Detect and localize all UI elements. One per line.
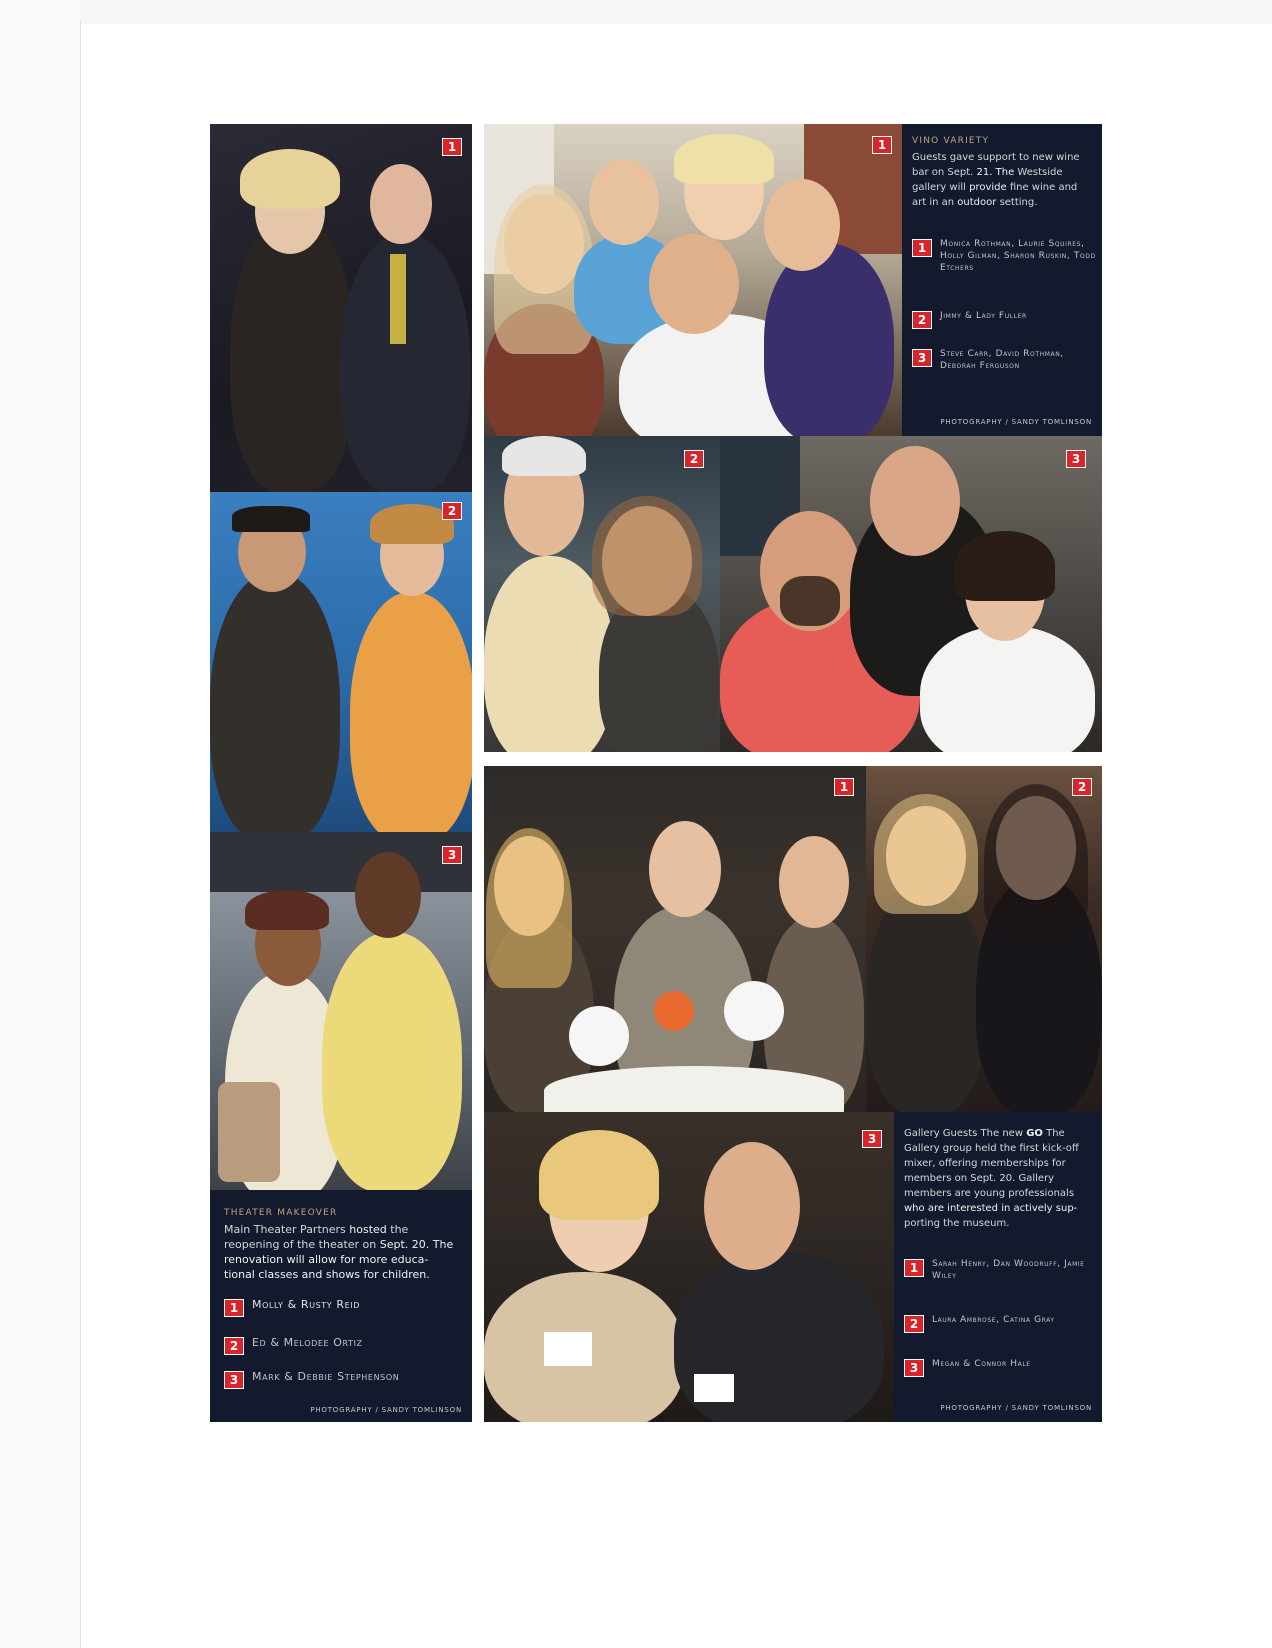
caption-number-badge: 3 xyxy=(912,349,932,367)
photo-number-badge: 1 xyxy=(442,138,462,156)
story-body-text: Sept. 20. The xyxy=(379,1238,454,1251)
scan-margin-left xyxy=(0,0,80,1648)
left-photo-3 xyxy=(210,832,472,1190)
scan-margin-top xyxy=(0,0,1272,24)
photo-caption-2 xyxy=(904,1314,1094,1333)
story-body xyxy=(912,150,1094,210)
caption-number-badge: 1 xyxy=(224,1299,244,1317)
photo-number-badge: 3 xyxy=(1066,450,1086,468)
story-body xyxy=(224,1222,464,1282)
top-photo-2 xyxy=(484,436,720,752)
photo-credit: PHOTOGRAPHY / SANDY TOMLINSON xyxy=(940,418,1092,426)
bottom-photo-2 xyxy=(866,766,1102,1112)
story-body-text: outdoor xyxy=(957,197,997,208)
caption-number-badge: 1 xyxy=(904,1259,924,1277)
story-body-text: provide xyxy=(969,182,1007,193)
caption-text: Ed & Melodee Ortiz xyxy=(252,1336,363,1349)
story-body-text: GO xyxy=(1026,1128,1043,1139)
caption-text: Molly & Rusty Reid xyxy=(252,1298,360,1311)
left-caption-panel xyxy=(210,1190,472,1422)
photo-number-badge: 2 xyxy=(1072,778,1092,796)
caption-number-badge: 1 xyxy=(912,239,932,257)
photo-caption-3 xyxy=(904,1358,1094,1377)
caption-number-badge: 3 xyxy=(904,1359,924,1377)
story-body-text: Gallery Guests The new xyxy=(904,1128,1023,1139)
photo-number-badge: 2 xyxy=(684,450,704,468)
photo-caption-1 xyxy=(904,1258,1094,1282)
caption-text: Steve Carr, David Rothman, Deborah Ferguson xyxy=(940,349,1064,371)
photo-number-badge: 3 xyxy=(442,846,462,864)
caption-text: Mark & Debbie Stephenson xyxy=(252,1370,400,1383)
story-body-text: who are interested in actively sup- xyxy=(904,1203,1078,1214)
left-photo-1 xyxy=(210,124,472,492)
photo-number-badge: 3 xyxy=(862,1130,882,1148)
top-photo-1 xyxy=(484,124,902,436)
caption-text: Jimmy & Lady Fuller xyxy=(940,311,1027,321)
caption-number-badge: 2 xyxy=(224,1337,244,1355)
story-body-text: reopening of the theater on xyxy=(224,1238,377,1251)
bottom-caption-panel xyxy=(894,1112,1102,1422)
story-heading: THEATER MAKEOVER xyxy=(224,1208,338,1218)
story-heading: VINO VARIETY xyxy=(912,136,990,146)
story-body-text: 21. The xyxy=(976,167,1015,178)
story-body-text: for members on Sept. 20. Gallery xyxy=(904,1158,1066,1184)
top-caption-panel xyxy=(902,124,1102,436)
story-body-text: kick-off mixer, offering memberships xyxy=(904,1143,1079,1169)
photo-caption-3 xyxy=(224,1370,399,1389)
caption-text: Sarah Henry, Dan Woodruff, Jamie Wiley xyxy=(932,1259,1085,1281)
left-photo-2 xyxy=(210,492,472,832)
top-photo-3 xyxy=(720,436,1102,752)
story-body-text: renovation will allow for more educa- xyxy=(224,1253,429,1266)
caption-number-badge: 2 xyxy=(904,1315,924,1333)
story-body-text: porting the museum. xyxy=(904,1218,1010,1229)
story-body-text: Westside gallery will xyxy=(912,167,1063,193)
story-body-text: Main Theater Partners xyxy=(224,1223,346,1236)
story-body-text: members are young professionals xyxy=(904,1188,1075,1199)
photo-credit: PHOTOGRAPHY / SANDY TOMLINSON xyxy=(940,1404,1092,1412)
caption-number-badge: 3 xyxy=(224,1371,244,1389)
photo-number-badge: 2 xyxy=(442,502,462,520)
photo-number-badge: 1 xyxy=(834,778,854,796)
scan-fold-line xyxy=(80,20,81,1648)
caption-text: Laura Ambrose, Catina Gray xyxy=(932,1315,1055,1325)
photo-caption-2 xyxy=(912,310,1096,329)
photo-caption-1 xyxy=(912,238,1096,274)
photo-caption-3 xyxy=(912,348,1096,372)
story-body-text: hosted xyxy=(349,1223,387,1236)
photo-number-badge: 1 xyxy=(872,136,892,154)
story-body-text: fine wine and art in an xyxy=(912,182,1078,208)
story-body-text: Guests gave support to new wine bar on Sept. xyxy=(912,152,1080,178)
bottom-photo-1 xyxy=(484,766,866,1112)
photo-credit: PHOTOGRAPHY / SANDY TOMLINSON xyxy=(310,1406,462,1414)
bottom-photo-3 xyxy=(484,1112,894,1422)
caption-text: Monica Rothman, Laurie Squires, Holly Gilman, Sharon Ruskin, Todd Etchers xyxy=(940,239,1096,273)
story-body-text: setting. xyxy=(999,197,1038,208)
story-body-text: the xyxy=(390,1223,409,1236)
photo-caption-1 xyxy=(224,1298,360,1317)
story-body xyxy=(904,1126,1094,1231)
photo-caption-2 xyxy=(224,1336,363,1355)
story-body-text: The Gallery group held the first xyxy=(904,1128,1065,1154)
caption-number-badge: 2 xyxy=(912,311,932,329)
story-body-text: tional classes and shows for children. xyxy=(224,1268,430,1281)
caption-text: Megan & Connor Hale xyxy=(932,1359,1031,1369)
